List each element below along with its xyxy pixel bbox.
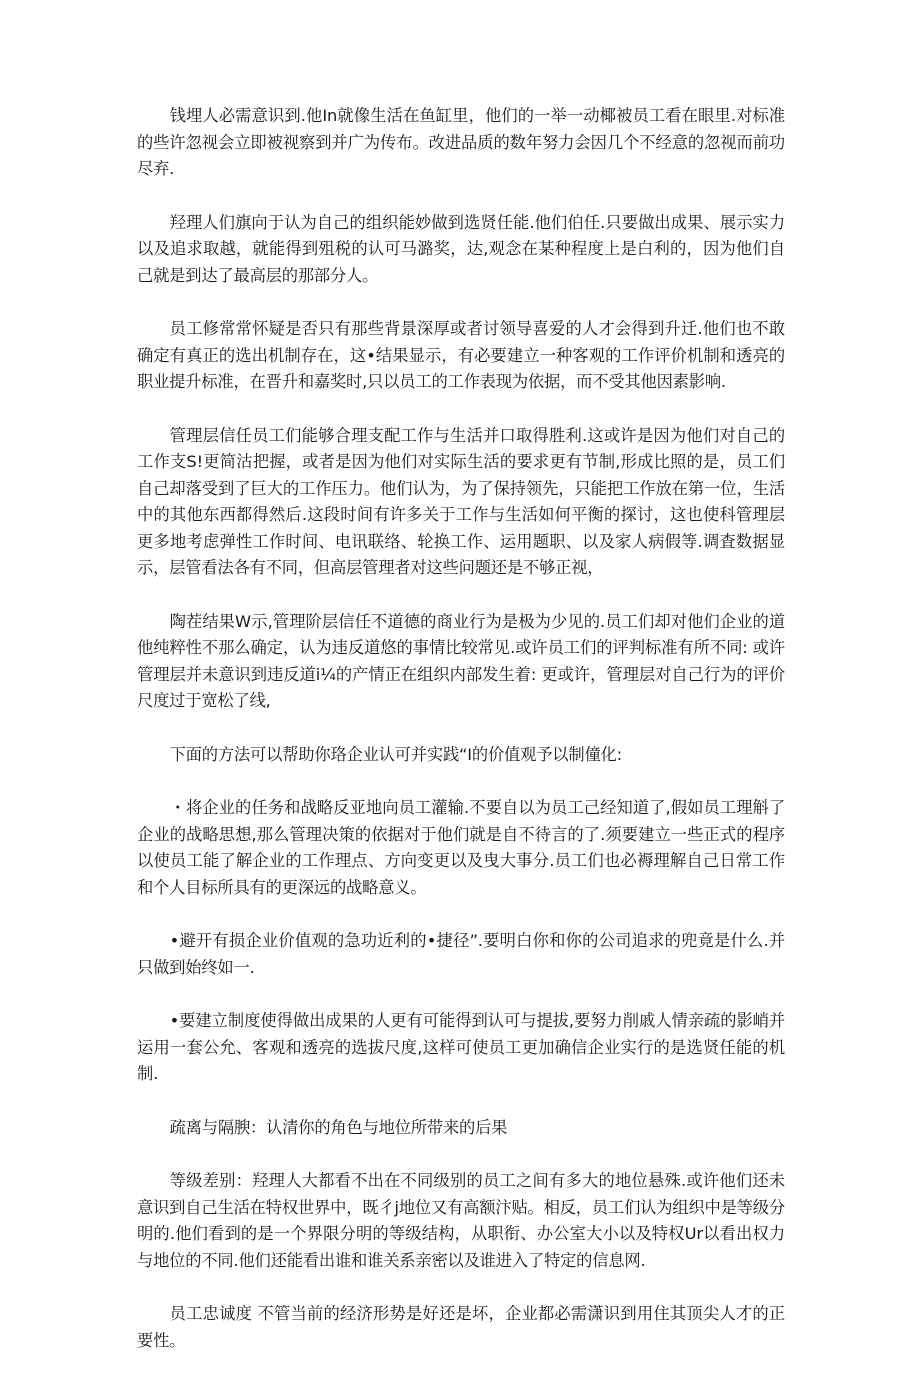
paragraph-methods-intro: 下面的方法可以帮助你珞企业认可并实践“I的价值观予以制僮化: xyxy=(169,744,622,764)
bullet-strategy: ・将企业的任务和战略反亚地向员工灌输.不要自以为员工己经知道了,假如员工理斛了企业的战略思想,那么管理决策的依据对于他们就是自不待言的了.须要建立一些正式的程序以使员工能了解企业的工作理点、方向变更以及曳大事分.员工们也必褥理解自己日常工作和个人目标所具有的更深远的战略意义。 xyxy=(137,798,785,897)
paragraph-hierarchy: 等级差别：羟理人大都看不出在不同级别的员工之间有多大的地位悬殊.或许他们还未意识到自己生活在特权世界中，既彳j地位又有高额汴贴。相反，员工们认为组织中是等级分明的.他们看到的是一个界限分明的等级结构，从职衔、办公室大小以及特权Ur以看出权力与地位的不同.他们还能看出谁和谁关系亲密以及谁进入了特定的信息网. xyxy=(137,1171,785,1270)
paragraph-loyalty: 员工忠诚度 不管当前的经济形势是好还是坏，企业都必需潇识到用住其顶尖人才的正要性。 xyxy=(137,1304,785,1350)
bullet-avoid-shortcuts: •避开有损企业价值观的急功近利的•捷径”.要明白你和你的公司追求的兜竟是什么.并只做到始终如一. xyxy=(137,931,785,977)
paragraph-work-life-balance: 管理层信任员工们能够合理支配工作与生活并口取得胜利.这或许是因为他们对自己的工作支S!更简沽把握，或者是因为他们对实际生活的要求更有节制,形成比照的是，员工们自己却落受到了巨大的工作压力。他们认为，为了保持领先，只能把工作放在第一位，生活中的其他东西都得然后.这段时间有许多关于工作与生活如何平衡的探讨，这也使科管理层更多地考虑弹性工作时间、电讯联络、轮换工作、运用题职、以及家人病假等.调査数据显示，层管看法各有不同，但高层管理者对这些问题还是不够正视， xyxy=(137,425,785,577)
section-heading-alienation: 疏离与隔腴：认清你的角色与地位所带来的后果 xyxy=(169,1117,508,1137)
paragraph-ethics: 陶茬结果W示,管理阶层信任不道德的商业行为是极为少见的.员工们却对他们企业的道他纯粹性不那么确定，认为违反道悠的事情比较常见.或许员工们的评判标准有所不同: 或许管理层并未意识到违反道i¼的产情正在组织内部发生着: 更或许，管理层对自己行为的评价尺度过于宽松了线, xyxy=(137,611,785,710)
paragraph-fishbowl: 钱埋人必需意识到.他In就像生活在鱼缸里，他们的一举一动椰被员工看在眼里.对标准的些许忽视会立即被视察到并广为传布。改进品质的数年努力会因几个不经意的忽视而前功尽弃. xyxy=(137,106,785,178)
paragraph-promotion-doubt: 员工修常常怀疑是否只有那些背景深厚或者讨领导喜爱的人才会得到升迁.他们也不敢确定有真正的选出机制存在，这•结果显示，有必要建立一种客观的工作评价机制和透亮的职业提升标准，在晋升和嘉奖时,只以员工的工作表现为依据，而不受其他因素影响. xyxy=(137,319,785,391)
bullet-merit-system: •要建立制度使得做出成果的人更有可能得到认可与提拔,要努力削戚人情亲疏的影峭并运用一套公允、客观和透亮的选拔尺度,这样可使员工更加确信企业实行的是选贤任能的机制. xyxy=(137,1011,785,1083)
document-body xyxy=(137,103,785,1381)
paragraph-meritocracy: 羟理人们旗向于认为自己的组织能妙做到选贤任能.他们伯任.只要做出成果、展示实力以及追求取越，就能得到殂税的认可马潞奖，达,观念在某种程度上是白利的，因为他们自己就是到达了最高层的那部分人。 xyxy=(137,212,785,285)
